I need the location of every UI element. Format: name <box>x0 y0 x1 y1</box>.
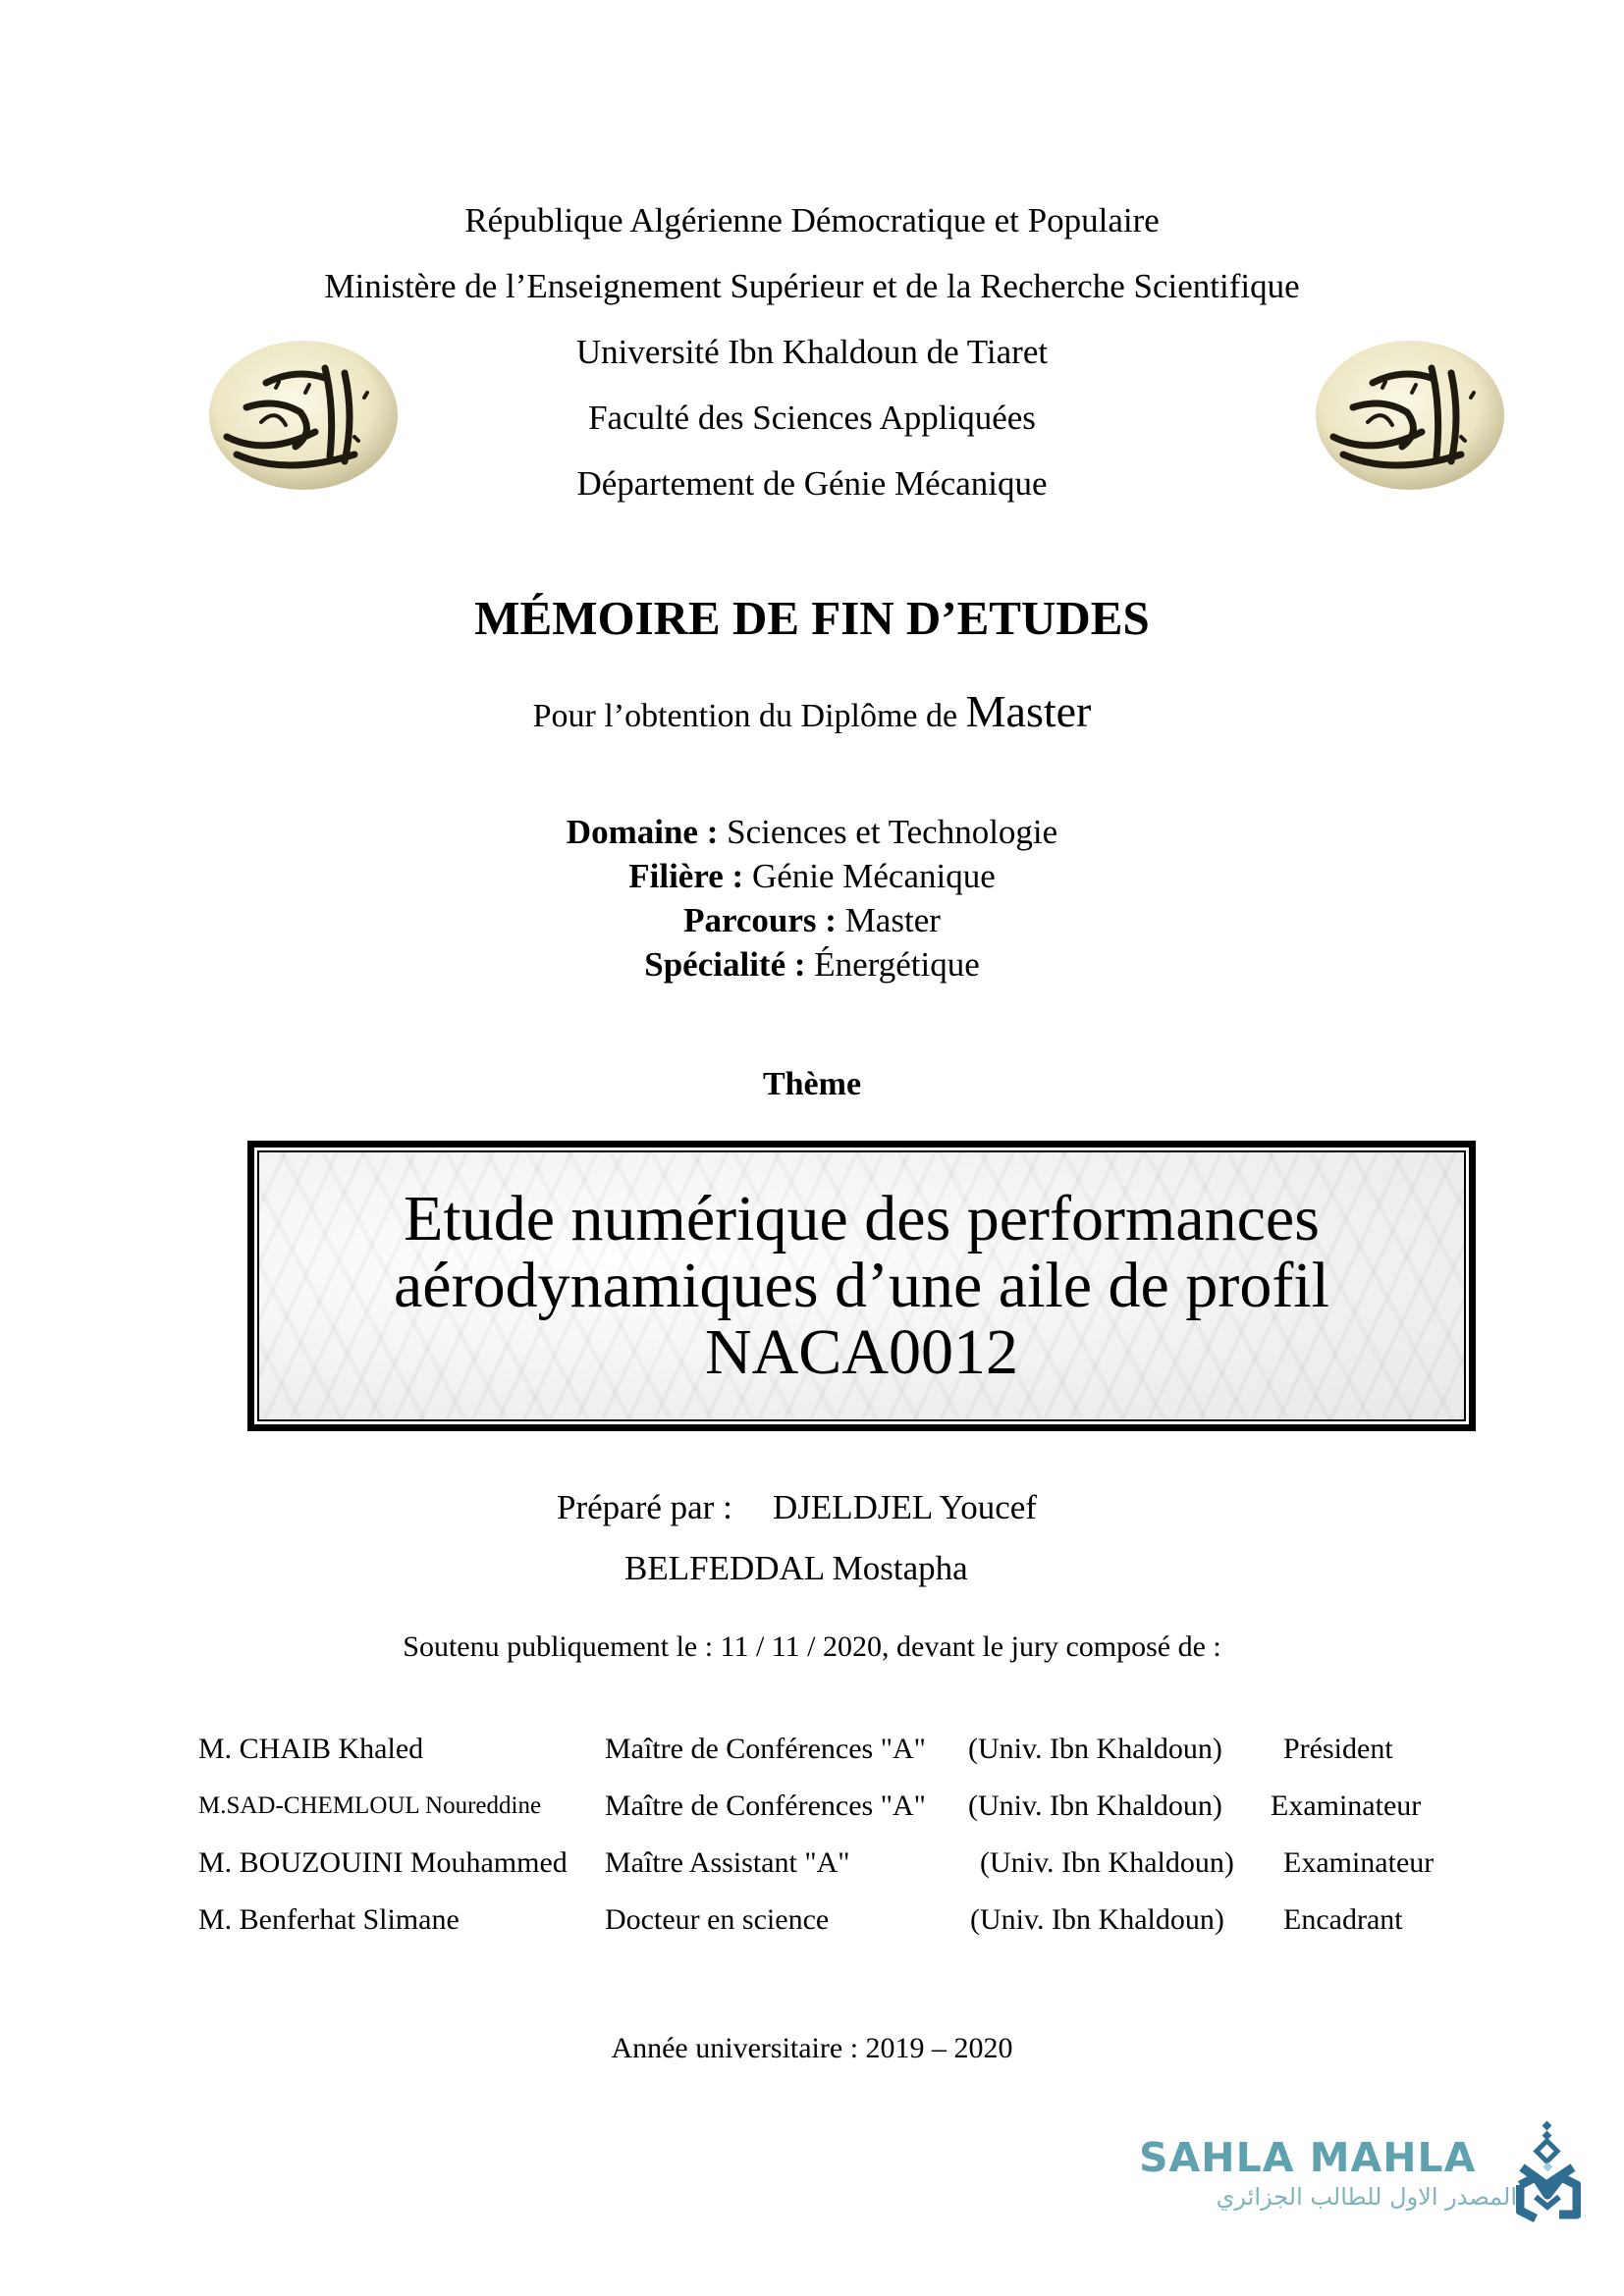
field-filiere <box>0 854 1624 898</box>
field-label: Parcours : <box>683 901 837 939</box>
jury-role: Examinateur <box>1271 1789 1422 1822</box>
subtitle-prefix: Pour l’obtention du Diplôme de <box>532 698 966 734</box>
field-label: Filière : <box>628 857 744 895</box>
jury-grade: Maître de Conférences "A" <box>605 1789 926 1822</box>
jury-row <box>0 1787 1624 1826</box>
field-parcours <box>0 898 1624 942</box>
theme-panel <box>257 1150 1466 1421</box>
theme-frame-gap <box>254 1148 1469 1424</box>
jury-role: Examinateur <box>1283 1846 1435 1879</box>
field-specialite <box>0 942 1624 987</box>
jury-role: Encadrant <box>1283 1903 1403 1936</box>
jury-row <box>0 1900 1624 1940</box>
jury-role: Président <box>1283 1733 1393 1765</box>
document-subtitle <box>0 686 1624 738</box>
field-label: Spécialité : <box>644 945 806 984</box>
university-logo-left-icon <box>207 339 400 492</box>
header-ministry: Ministère de l’Enseignement Supérieur et de la Recherche Scientifique <box>324 267 1300 305</box>
jury-name: M.SAD-CHEMLOUL Noureddine <box>198 1792 542 1819</box>
sahla-mahla-logo-icon <box>1516 2120 1581 2222</box>
watermark-tagline: المصدر الاول للطالب الجزائري <box>1216 2183 1517 2211</box>
university-logo-right-icon <box>1314 339 1506 492</box>
header-department: Département de Génie Mécanique <box>576 464 1048 503</box>
jury-grade: Maître de Conférences "A" <box>605 1733 926 1765</box>
jury-row <box>0 1730 1624 1769</box>
theme-line-1: Etude numérique des performances <box>404 1183 1320 1255</box>
theme-label: Thème <box>762 1066 862 1102</box>
watermark-brand: SAHLA MAHLA <box>1139 2134 1477 2181</box>
academic-year: Année universitaire : 2019 – 2020 <box>611 2032 1013 2064</box>
jury-institution: (Univ. Ibn Khaldoun) <box>968 1733 1222 1765</box>
defense-statement: Soutenu publiquement le : 11 / 11 / 2020, devant le jury composé de : <box>403 1630 1221 1663</box>
jury-institution: (Univ. Ibn Khaldoun) <box>970 1903 1224 1936</box>
header-faculty: Faculté des Sciences Appliquées <box>588 399 1036 437</box>
jury-name: M. Benferhat Slimane <box>198 1903 460 1936</box>
field-value: Génie Mécanique <box>743 857 996 895</box>
theme-frame <box>247 1141 1476 1431</box>
field-value: Master <box>836 901 941 939</box>
jury-institution: (Univ. Ibn Khaldoun) <box>968 1789 1222 1822</box>
field-domaine <box>0 810 1624 854</box>
author-1: DJELDJEL Youcef <box>773 1488 1037 1526</box>
field-value: Énergétique <box>805 945 980 984</box>
prepared-by-label: Préparé par : <box>557 1488 732 1526</box>
sahla-mahla-watermark <box>1139 2120 1581 2228</box>
field-value: Sciences et Technologie <box>718 813 1058 851</box>
author-2: BELFEDDAL Mostapha <box>624 1549 968 1587</box>
jury-name: M. BOUZOUINI Mouhammed <box>198 1846 568 1879</box>
field-label: Domaine : <box>566 813 719 851</box>
jury-row <box>0 1843 1624 1883</box>
theme-line-3: NACA0012 <box>704 1316 1018 1388</box>
subtitle-degree: Master <box>965 686 1092 736</box>
header-university: Université Ibn Khaldoun de Tiaret <box>575 333 1049 371</box>
theme-line-2: aérodynamiques d’une aile de profil <box>394 1250 1329 1321</box>
header-republic: République Algérienne Démocratique et Populaire <box>464 201 1160 240</box>
jury-institution: (Univ. Ibn Khaldoun) <box>980 1846 1234 1879</box>
document-title: MÉMOIRE DE FIN D’ETUDES <box>474 591 1150 645</box>
jury-grade: Docteur en science <box>605 1903 830 1936</box>
jury-name: M. CHAIB Khaled <box>198 1733 424 1765</box>
jury-grade: Maître Assistant "A" <box>605 1846 850 1879</box>
